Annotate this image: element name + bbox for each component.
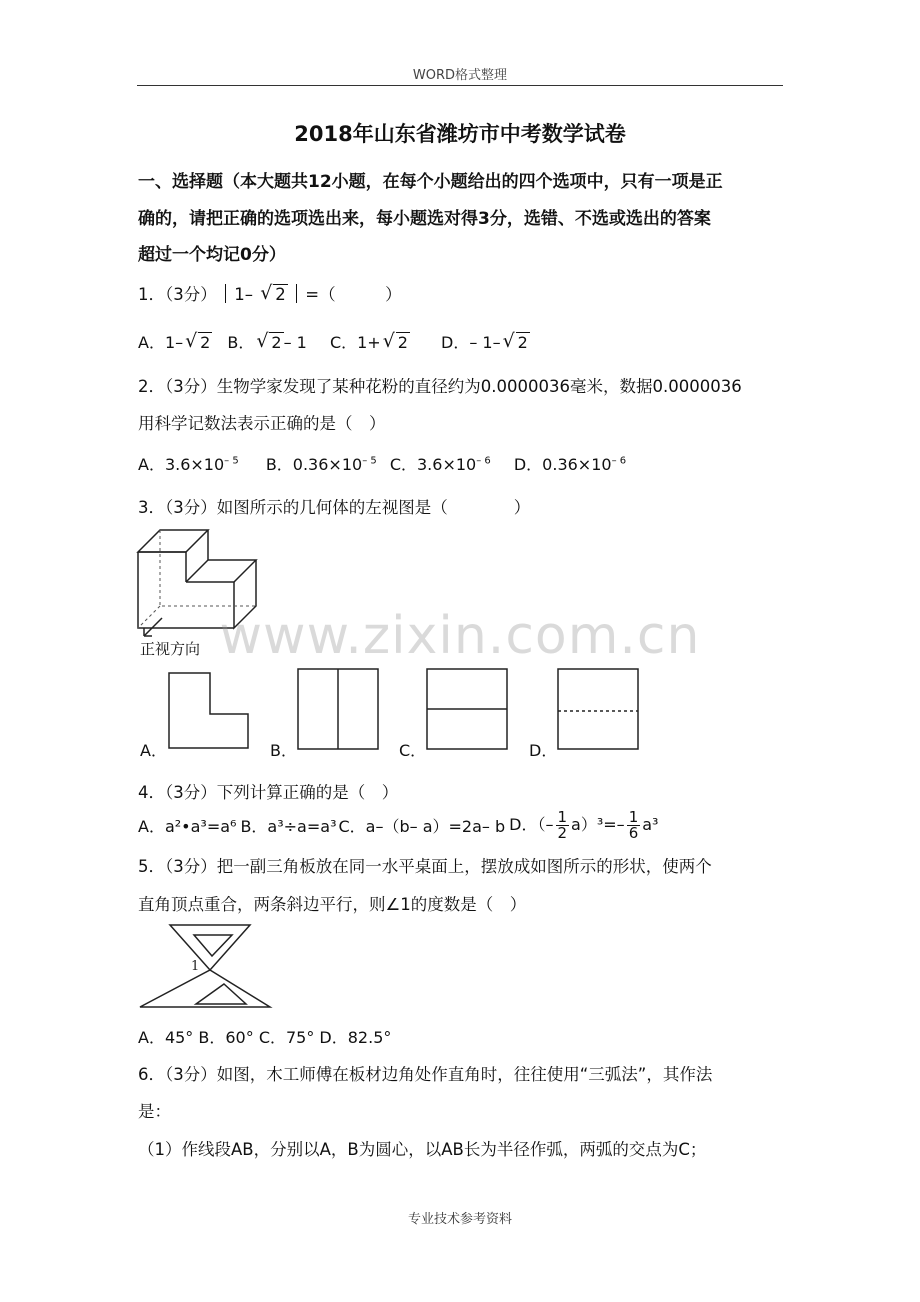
page-footer: 专业技术参考资料 bbox=[407, 1212, 512, 1227]
q1-option-d: D．– 1–√ 2 bbox=[441, 333, 530, 352]
exam-title: 2018年山东省潍坊市中考数学试卷 bbox=[294, 122, 626, 146]
q1-option-c: C．1+√ 2 bbox=[330, 333, 410, 352]
q2-option-a: A．$3.6\times 10^{- 5}$ bbox=[138, 455, 239, 474]
question-6-line3: （1）作线段AB，分别以A，B为圆心，以AB长为半径作弧，两弧的交点为C； bbox=[138, 1140, 707, 1159]
header-divider bbox=[137, 85, 783, 86]
q4-option-a: A．a²•a³=a⁶ bbox=[138, 817, 237, 836]
question-1-stem bbox=[138, 281, 402, 305]
q3-option-b-label: B． bbox=[270, 741, 297, 760]
q1-option-b: B．√ 2 – 1 bbox=[227, 333, 306, 352]
question-2-options bbox=[138, 452, 626, 475]
abs-bar-right bbox=[296, 284, 297, 303]
section-heading-line3: 超过一个均记0分） bbox=[138, 245, 286, 265]
question-2-line1: 2．（3分）生物学家发现了某种花粉的直径约为0.0000036毫米，数据0.0000036 bbox=[138, 377, 742, 396]
question-5-options: A．45° B．60° C．75° D．82.5° bbox=[138, 1028, 392, 1047]
abs-bar-left bbox=[225, 284, 226, 303]
question-3-stem: 3．（3分）如图所示的几何体的左视图是（ ） bbox=[138, 498, 531, 517]
q1-prefix: 1．（3分） bbox=[138, 285, 217, 304]
q2-option-d: D．$0.36\times 10^{- 6}$ bbox=[513, 455, 627, 474]
angle-1-label: 1 bbox=[191, 959, 200, 974]
section-heading-line2: 确的，请把正确的选项选出来，每小题选对得3分，选错、不选或选出的答案 bbox=[138, 209, 711, 229]
section-heading-line1: 一、选择题（本大题共12小题，在每个小题给出的四个选项中，只有一项是正 bbox=[138, 172, 723, 192]
q5-triangle-figure bbox=[138, 922, 273, 1010]
question-2-line2: 用科学记数法表示正确的是（ ） bbox=[138, 414, 386, 433]
q3-option-d-dashed bbox=[557, 668, 640, 750]
question-5-line2: 直角顶点重合，两条斜边平行，则∠1的度数是（ ） bbox=[138, 895, 527, 914]
q3-option-c-hsplit bbox=[426, 668, 509, 750]
q3-option-b-vsplit bbox=[297, 668, 380, 750]
q1-option-a: A．1–√ 2 bbox=[138, 333, 212, 352]
q1-one: 1– bbox=[234, 285, 253, 304]
q1-suffix: =（ ） bbox=[305, 285, 402, 304]
q2-option-c: C．$3.6\times 10^{- 6}$ bbox=[389, 455, 491, 474]
q3-option-a-label: A． bbox=[140, 741, 167, 760]
question-6-line1: 6．（3分）如图，木工师傅在板材边角处作直角时，往往使用“三弧法”，其作法 bbox=[138, 1065, 713, 1084]
q4-option-d: D．（– $\frac{1}{2}$ a）³=– $\frac{1}{6}$ a³ bbox=[509, 808, 659, 842]
q3-option-d-label: D． bbox=[529, 741, 558, 760]
sqrt-symbol: √ 2 bbox=[260, 285, 288, 304]
q3-view-direction-label: 正视方向 bbox=[140, 640, 201, 658]
watermark: www.zixin.com.cn bbox=[219, 606, 701, 666]
question-1-options bbox=[138, 330, 530, 353]
question-6-line2: 是： bbox=[138, 1102, 171, 1121]
q3-option-c-label: C． bbox=[399, 741, 427, 760]
q4-option-b: B．a³÷a=a³ bbox=[240, 817, 337, 836]
q4-option-c: C．a–（b– a）=2a– b bbox=[338, 817, 506, 836]
question-4-stem: 4．（3分）下列计算正确的是（ ） bbox=[138, 783, 399, 802]
question-5-line1: 5．（3分）把一副三角板放在同一水平桌面上，摆放成如图所示的形状，使两个 bbox=[138, 857, 712, 876]
question-4-options bbox=[138, 810, 658, 841]
q2-option-b: B．$0.36\times 10^{- 5}$ bbox=[265, 455, 377, 474]
page-header: WORD格式整理 bbox=[412, 68, 508, 83]
q3-option-a-lshape bbox=[168, 672, 250, 750]
